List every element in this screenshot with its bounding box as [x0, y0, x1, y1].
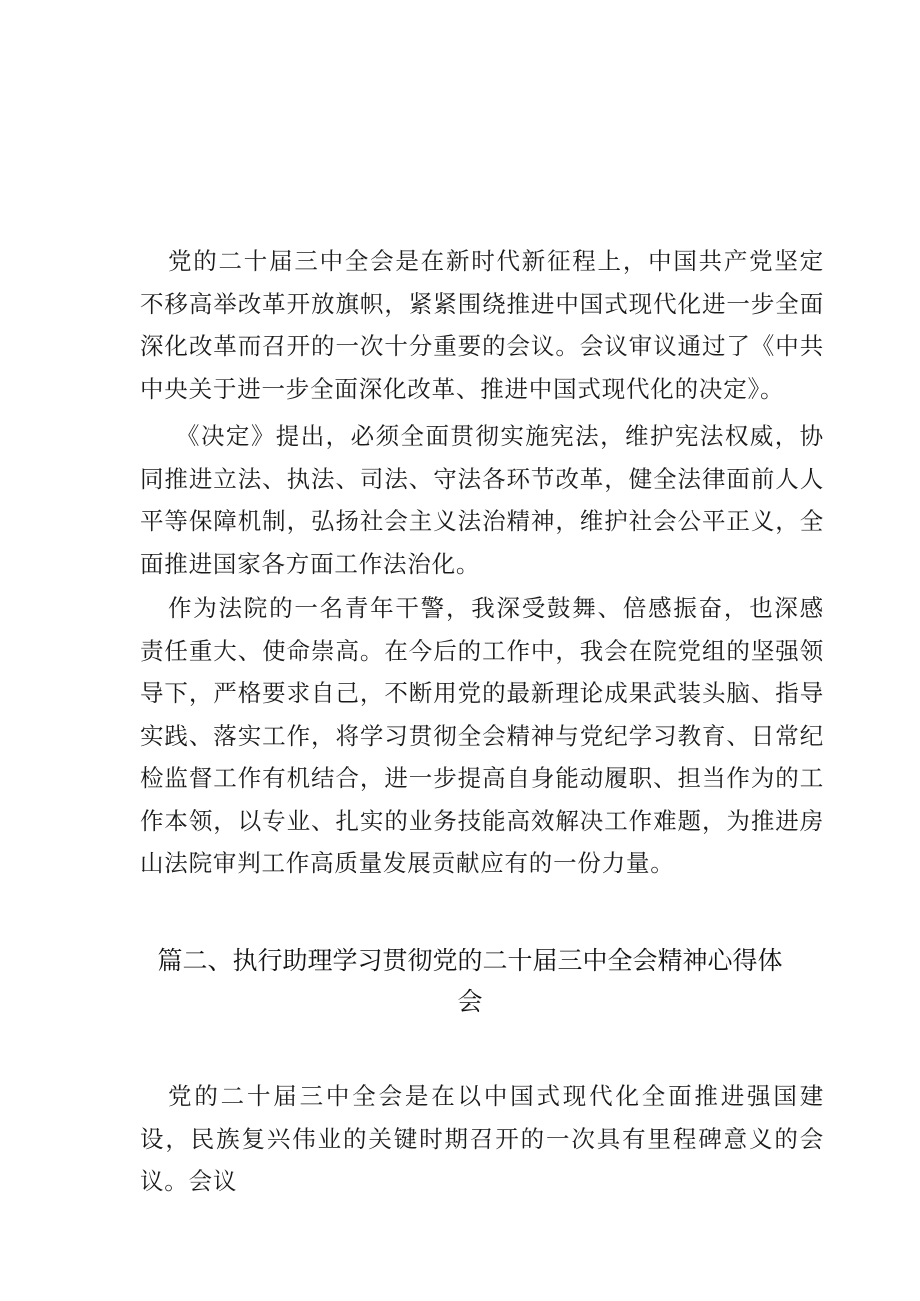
paragraph-1: 党的二十届三中全会是在新时代新征程上，中国共产党坚定不移高举改革开放旗帜，紧紧围绕推进中国式现代化进一步全面深化改革而召开的一次十分重要的会议。会议审议通过了《中共中央关于进一步全面深化改革、推进中国式现代化的决定》。: [140, 247, 824, 403]
paragraph-2: 《决定》提出，必须全面贯彻实施宪法，维护宪法权威，协同推进立法、执法、司法、守法各环节改革，健全法律面前人人平等保障机制，弘扬社会主义法治精神，维护社会公平正义，全面推进国家各方面工作法治化。: [140, 422, 824, 578]
paragraph-3: 作为法院的一名青年干警，我深受鼓舞、倍感振奋，也深感责任重大、使命崇高。在今后的工作中，我会在院党组的坚强领导下，严格要求自己，不断用党的最新理论成果武装头脑、指导实践、落实工作，将学习贯彻全会精神与党纪学习教育、日常纪检监督工作有机结合，进一步提高自身能动履职、担当作为的工作本领，以专业、扎实的业务技能高效解决工作难题，为推进房山法院审判工作高质量发展贡献应有的一份力量。: [140, 594, 824, 877]
section-paragraph-1: 党的二十届三中全会是在以中国式现代化全面推进强国建设，民族复兴伟业的关键时期召开的一次具有里程碑意义的会议。会议: [140, 1082, 824, 1195]
section-heading: 篇二、执行助理学习贯彻党的二十届三中全会精神心得体会: [157, 946, 783, 1016]
